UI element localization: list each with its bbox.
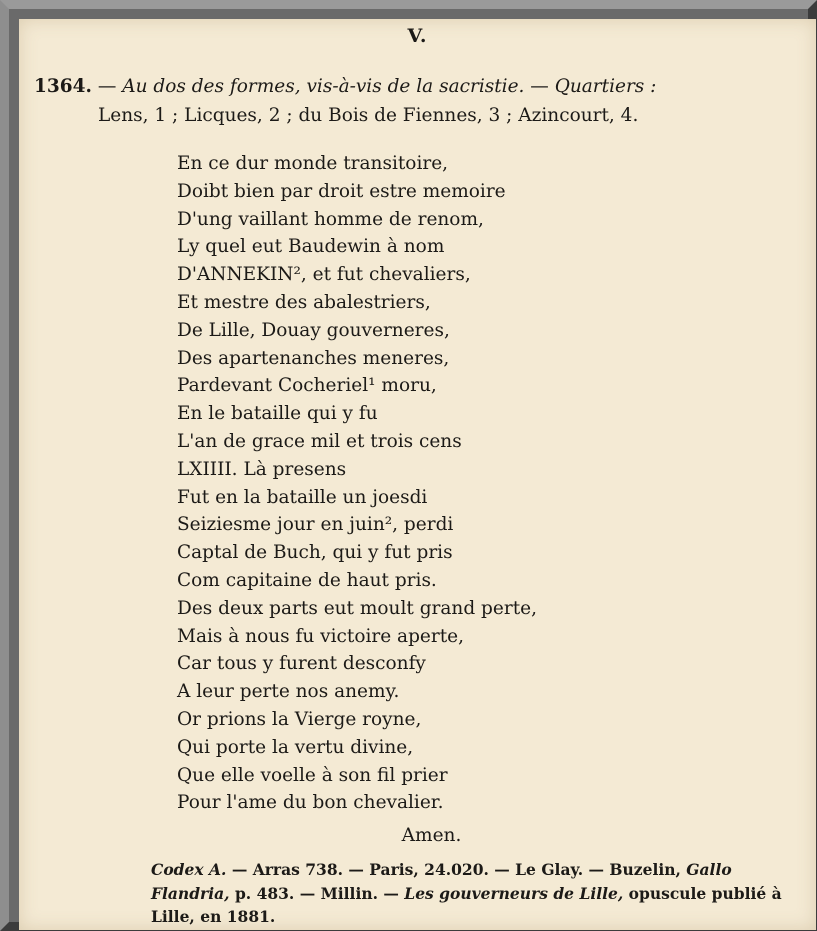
poem-line: En le bataille qui y fu bbox=[177, 403, 378, 425]
entry-dash: — bbox=[524, 76, 555, 97]
poem-line: Or prions la Vierge royne, bbox=[177, 708, 422, 730]
poem-line: D'ANNEKIN², et fut chevaliers, bbox=[177, 264, 471, 286]
poem-line: Seiziesme jour en juin², perdi bbox=[177, 514, 454, 536]
poem bbox=[177, 150, 537, 817]
note-text: p. 483. — Millin. — bbox=[229, 883, 405, 903]
document-page bbox=[19, 19, 816, 930]
section-heading: V. bbox=[407, 25, 428, 47]
poem-line: Com capitaine de haut pris. bbox=[177, 569, 437, 591]
poem-amen: Amen. bbox=[401, 825, 462, 846]
quartiers-label: Quartiers : bbox=[554, 76, 657, 97]
entry-dash: — bbox=[91, 76, 123, 97]
entry-location: Au dos des formes, vis-à-vis de la sacristie. bbox=[122, 76, 525, 97]
poem-line: Car tous y furent desconfy bbox=[177, 653, 426, 675]
poem-line: Mais à nous fu victoire aperte, bbox=[177, 625, 464, 647]
poem-line: Ly quel eut Baudewin à nom bbox=[177, 236, 445, 258]
poem-line: En ce dur monde transitoire, bbox=[177, 153, 449, 174]
entry-header bbox=[34, 72, 804, 130]
poem-line: Des deux parts eut moult grand perte, bbox=[177, 597, 537, 619]
poem-line: Des apartenanches meneres, bbox=[177, 347, 450, 369]
poem-line: Pour l'ame du bon chevalier. bbox=[177, 792, 444, 814]
gouverneurs-title: Les gouverneurs de Lille, bbox=[404, 883, 624, 903]
quartiers-list: Lens, 1 ; Licques, 2 ; du Bois de Fiennes, 3 ; Azincourt, 4. bbox=[98, 105, 639, 126]
poem-line: A leur perte nos anemy. bbox=[177, 681, 400, 703]
poem-line: LXIIII. Là presens bbox=[177, 458, 347, 480]
poem-line: L'an de grace mil et trois cens bbox=[177, 430, 462, 452]
poem-line: Que elle voelle à son fil prier bbox=[177, 764, 448, 786]
poem-line: Et mestre des abalestriers, bbox=[177, 291, 431, 313]
poem-line: Fut en la bataille un joesdi bbox=[177, 486, 428, 508]
poem-line: Qui porte la vertu divine, bbox=[177, 736, 414, 758]
note-text: — Arras 738. — Paris, 24.020. — Le Glay. — Buzelin, bbox=[226, 860, 687, 879]
poem-line: D'ung vaillant homme de renom, bbox=[177, 208, 484, 230]
note-text: opuscule publié à Lille, en 1881. bbox=[151, 883, 782, 926]
poem-line: Captal de Buch, qui y fut pris bbox=[177, 542, 453, 564]
gallo-flandria-title: Gallo Flandria, bbox=[151, 860, 732, 903]
poem-line: Pardevant Cocheriel¹ moru, bbox=[177, 375, 437, 397]
entry-number: 1364. bbox=[34, 76, 92, 97]
poem-line: De Lille, Douay gouverneres, bbox=[177, 319, 450, 341]
bibliographic-note bbox=[151, 858, 799, 929]
poem-line: Doibt bien par droit estre memoire bbox=[177, 180, 506, 202]
codex-ref: Codex A. bbox=[151, 860, 227, 879]
